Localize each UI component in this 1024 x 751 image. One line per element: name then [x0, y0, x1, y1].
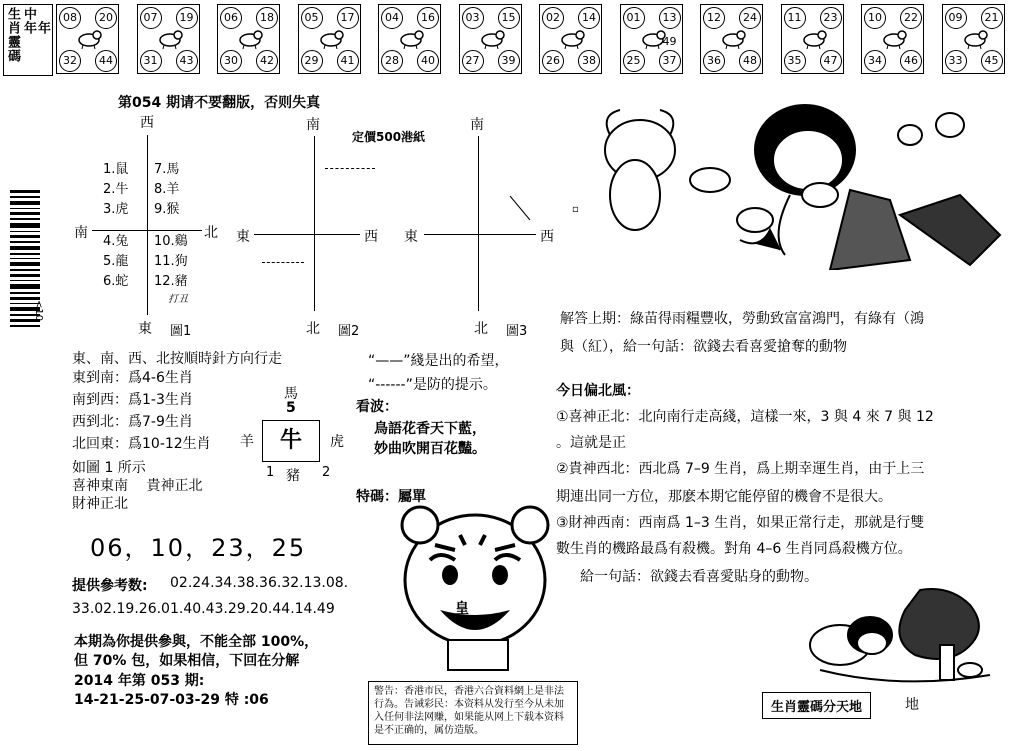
box-right: 虎 [330, 434, 344, 450]
diagram1-note: 打丑 [168, 294, 188, 305]
zodiac-list-item: 4.兔 [103, 234, 129, 249]
zodiac-number: 20 [95, 7, 117, 29]
strip-title [3, 4, 53, 76]
horse-icon [558, 27, 586, 49]
diagram3-right: 西 [540, 229, 554, 245]
zodiac-list-item: 3.虎 [103, 202, 129, 217]
zodiac-cell [378, 4, 441, 74]
answer-line-1: 解答上期：綠苗得雨糧豐收，勞動致富富鴻門，有綠有（鴻 [560, 311, 924, 327]
zodiac-number: 32 [59, 50, 81, 72]
gods-line-2: 財神正北 [72, 496, 128, 512]
monkey-icon [719, 27, 747, 49]
rules-fig: 如圖 1 所示 [72, 460, 146, 476]
dog-icon [880, 27, 908, 49]
promise-line-2: 但 70% 包，如果相信，下回在分解 [74, 653, 300, 669]
zodiac-list-item: 12.豬 [154, 274, 188, 289]
zodiac-number: 07 [140, 7, 162, 29]
kanbo-label: 看波： [356, 399, 398, 415]
diagram1-top: 西 [140, 115, 154, 131]
zodiac-cell [942, 4, 1005, 74]
zodiac-number: 12 [703, 7, 725, 29]
box-left: 羊 [240, 434, 254, 450]
diagram2-caption: 圖2 [338, 324, 360, 339]
rule-line: 南到西：爲1-3生肖 [72, 392, 193, 408]
diagram3-left: 東 [404, 229, 418, 245]
zodiac-number: 13 [659, 7, 681, 29]
zodiac-number: 03 [462, 7, 484, 29]
diagram1-right: 北 [204, 225, 218, 241]
today-p3a: ③財神西南：西南爲 1–3 生肖，如果正常行走，那就是行雙 [556, 515, 925, 531]
zodiac-number: 25 [623, 50, 645, 72]
ref-label: 提供參考数: [72, 578, 148, 594]
zodiac-number: 36 [703, 50, 725, 72]
diagram2-right: 西 [364, 229, 378, 245]
zodiac-number: 10 [864, 7, 886, 29]
zodiac-number: 37 [659, 50, 681, 72]
zodiac-number: 01 [623, 7, 645, 29]
zodiac-number: 42 [256, 50, 278, 72]
zodiac-number: 39 [498, 50, 520, 72]
zodiac-number: 16 [417, 7, 439, 29]
zodiac-list-item: 9.猴 [154, 202, 180, 217]
diagram3-top: 南 [470, 117, 484, 133]
zodiac-number: 15 [498, 7, 520, 29]
brand-tail: 地 [905, 697, 919, 713]
today-p3b: 數生肖的機路最爲有殺機。對角 4–6 生肖同爲殺機方位。 [556, 541, 912, 557]
zodiac-number: 26 [542, 50, 564, 72]
title-char: 年 [35, 21, 50, 34]
diagram2-bottom: 北 [306, 321, 320, 337]
diagram1-bottom: 東 [138, 321, 152, 337]
zodiac-cell [781, 4, 844, 74]
special-code: 特碼：屬單 [356, 489, 426, 505]
zodiac-number: 38 [578, 50, 600, 72]
zodiac-cell [700, 4, 763, 74]
zodiac-number: 30 [220, 50, 242, 72]
box-center: 牛 [262, 420, 320, 462]
zodiac-number: 08 [59, 7, 81, 29]
zodiac-number: 04 [381, 7, 403, 29]
title-char: 靈 [5, 35, 20, 48]
issue-line: 第054 期请不要翻版，否则失真 [118, 95, 321, 111]
zodiac-list-item: 2.牛 [103, 182, 129, 197]
today-p2a: ②貴神西北：西北爲 7–9 生肖，爲上期幸運生肖，由于上三 [556, 461, 925, 477]
zodiac-cell [459, 4, 522, 74]
today-p4: 給一句話：欲錢去看喜愛貼身的動物。 [580, 569, 818, 585]
zodiac-number: 23 [820, 7, 842, 29]
tiger-icon [236, 27, 264, 49]
zodiac-number: 21 [981, 7, 1003, 29]
dragon-icon [397, 27, 425, 49]
diagram2-top: 南 [306, 117, 320, 133]
zodiac-number: 33 [945, 50, 967, 72]
kanbo-line-2: 妙曲吹開百花豔。 [374, 441, 486, 457]
rule-line: 西到北：爲7-9生肖 [72, 414, 193, 430]
today-title: 今日偏北風： [556, 383, 640, 399]
zodiac-number: 44 [95, 50, 117, 72]
tiger-cartoon-icon [390, 500, 560, 675]
zodiac-list-item: 5.龍 [103, 254, 129, 269]
box-bottom: 豬 [286, 468, 300, 484]
today-p2b: 期連出同一方位，那麽本期它能停留的機會不是很大。 [556, 489, 892, 505]
zodiac-list-item: 10.鷄 [154, 234, 188, 249]
legend-solid: “——”綫是出的希望， [368, 353, 509, 369]
zodiac-number: 46 [900, 50, 922, 72]
box-bottom-right: 2 [322, 465, 331, 480]
zodiac-number: 43 [176, 50, 198, 72]
ref-line-2: 33.02.19.26.01.40.43.29.20.44.14.49 [72, 601, 335, 617]
rule-line: 北回東：爲10-12生肖 [72, 436, 211, 452]
zodiac-number: 14 [578, 7, 600, 29]
zodiac-cell [217, 4, 280, 74]
answer-line-2: 與（紅），給一句話：欲錢去看喜愛搶奪的動物 [560, 339, 847, 355]
lucky-numbers: 06，10，23，25 [90, 534, 307, 562]
zodiac-number: 27 [462, 50, 484, 72]
zodiac-list-item: 7.馬 [154, 162, 180, 177]
zodiac-strip [0, 0, 1024, 80]
zodiac-number: 22 [900, 7, 922, 29]
zodiac-number: 19 [176, 7, 198, 29]
kanbo-line-1: 鳥語花香天下藍， [374, 421, 486, 437]
zodiac-number: 17 [337, 7, 359, 29]
cartoon-label: 皇 [455, 601, 469, 617]
diagram2-left: 東 [236, 229, 250, 245]
rule-line: 東到南：爲4-6生肖 [72, 370, 193, 386]
zodiac-cell [620, 4, 683, 74]
title-char: 生 [5, 7, 20, 20]
zodiac-cell [539, 4, 602, 74]
diagram1-right-list [154, 160, 188, 292]
snake-icon [478, 27, 506, 49]
zodiac-list-item: 1.鼠 [103, 162, 129, 177]
zodiac-cell [137, 4, 200, 74]
zodiac-number: 34 [864, 50, 886, 72]
zodiac-number: 06 [220, 7, 242, 29]
zodiac-number: 48 [739, 50, 761, 72]
zodiac-number: 41 [337, 50, 359, 72]
zodiac-cell [298, 4, 361, 74]
rules-intro: 東、南、西、北按順時針方向行走 [72, 351, 282, 367]
diagram1-caption: 圖1 [170, 324, 192, 339]
pig-icon [961, 27, 989, 49]
zodiac-number: 05 [301, 7, 323, 29]
diagram1-left-list [103, 160, 128, 292]
zodiac-list-item: 8.羊 [154, 182, 180, 197]
zodiac-number: 35 [784, 50, 806, 72]
today-p1a: ①喜神正北：北向南行走高綫，這樣一來，3 與 4 來 7 與 12 [556, 409, 934, 425]
ox-icon [156, 27, 184, 49]
title-char: 中 [21, 7, 36, 20]
zodiac-number: 29 [301, 50, 323, 72]
title-char: 年 [21, 21, 36, 34]
promise-line-1: 本期為你提供參與，不能全部 100%， [74, 634, 319, 650]
warning-notice: 警告：香港市民，香港六合資料網上是非法行為。告诫彩民：本资料从发行至今从未加入任何非法网赚，如果能从网上下载本资料是不正确的，属仿造版。 [368, 681, 578, 745]
zodiac-cell [861, 4, 924, 74]
zodiac-cell [56, 4, 119, 74]
diagram1-left: 南 [74, 225, 88, 241]
zodiac-number: 40 [417, 50, 439, 72]
zodiac-number: 45 [981, 50, 1003, 72]
box-top-num: 5 [286, 400, 296, 416]
box-bottom-left: 1 [266, 465, 275, 480]
zodiac-number: 11 [784, 7, 806, 29]
zodiac-list-item: 11.狗 [154, 254, 188, 269]
legend-dashed: “------”是防的提示。 [368, 377, 497, 393]
tree-girl-cartoon-icon [800, 585, 1000, 690]
ref-line-1: 02.24.34.38.36.32.13.08. [170, 575, 349, 591]
zodiac-number: 31 [140, 50, 162, 72]
zodiac-number: 02 [542, 7, 564, 29]
zodiac-number: 18 [256, 7, 278, 29]
zodiac-list-item: 6.蛇 [103, 274, 129, 289]
title-char: 肖 [5, 21, 20, 34]
promise-line-4: 14-21-25-07-03-29 特 :06 [74, 692, 269, 708]
gods-line-1: 喜神東南 貴神正北 [72, 478, 203, 494]
today-p1b: 。這就是正 [556, 435, 626, 451]
zodiac-number: 24 [739, 7, 761, 29]
brand-box: 生肖靈碼分天地 [762, 692, 871, 719]
title-char: 碼 [5, 49, 20, 62]
diagram3-bottom: 北 [474, 321, 488, 337]
zodiac-number: 28 [381, 50, 403, 72]
side-code: <10 [33, 300, 44, 322]
promise-line-3: 2014 年第 053 期: [74, 673, 205, 689]
zodiac-number: 09 [945, 7, 967, 29]
rooster-icon [800, 27, 828, 49]
zodiac-number: 47 [820, 50, 842, 72]
zodiac-extra-number: 49 [662, 35, 677, 48]
rat-icon [75, 27, 103, 49]
rabbit-icon [317, 27, 345, 49]
price-label: 定價500港紙 [352, 130, 426, 144]
diagram3-caption: 圖3 [506, 324, 528, 339]
box-top: 馬 [284, 386, 298, 402]
girl-birds-cartoon-icon [580, 95, 1020, 270]
